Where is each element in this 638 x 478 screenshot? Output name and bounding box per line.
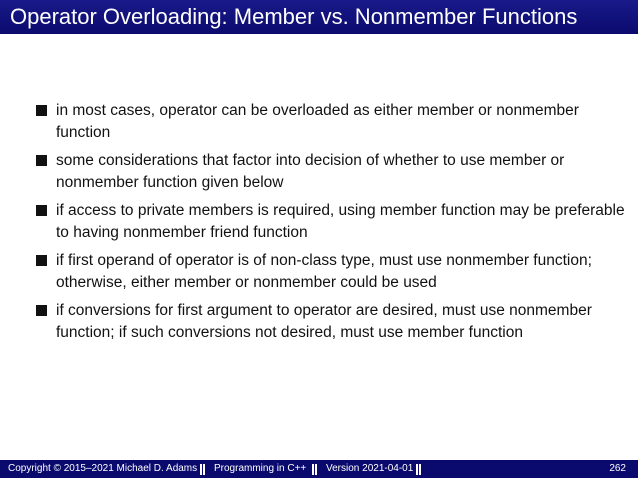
title-bar [0, 0, 638, 34]
bullet-square-icon [36, 105, 47, 116]
bullet-square-icon [36, 205, 47, 216]
bullet-text: if access to private members is required, using member function may be preferable to having nonmember friend function [56, 202, 625, 241]
bullet-list [36, 100, 626, 350]
footer-course: Programming in C++ [214, 463, 307, 474]
footer-separator-icon [200, 464, 205, 475]
bullet-square-icon [36, 155, 47, 166]
bullet-item [36, 100, 626, 144]
footer-bar [0, 460, 638, 478]
bullet-text: if first operand of operator is of non-class type, must use nonmember function; otherwise, either member or nonmember could be used [56, 252, 592, 291]
bullet-text: if conversions for first argument to operator are desired, must use nonmember function; if such conversions not desired, must use member function [56, 302, 592, 341]
page-number: 262 [609, 463, 626, 474]
bullet-text: in most cases, operator can be overloaded as either member or nonmember function [56, 102, 579, 141]
footer-separator-icon [312, 464, 317, 475]
bullet-item [36, 150, 626, 194]
bullet-item [36, 200, 626, 244]
bullet-square-icon [36, 255, 47, 266]
bullet-item [36, 300, 626, 344]
footer-separator-icon [416, 464, 421, 475]
bullet-square-icon [36, 305, 47, 316]
footer-copyright: Copyright © 2015–2021 Michael D. Adams [8, 463, 198, 474]
bullet-item [36, 250, 626, 294]
footer-version: Version 2021-04-01 [326, 463, 414, 474]
slide-title: Operator Overloading: Member vs. Nonmember Functions [10, 4, 578, 29]
bullet-text: some considerations that factor into decision of whether to use member or nonmember function given below [56, 152, 565, 191]
